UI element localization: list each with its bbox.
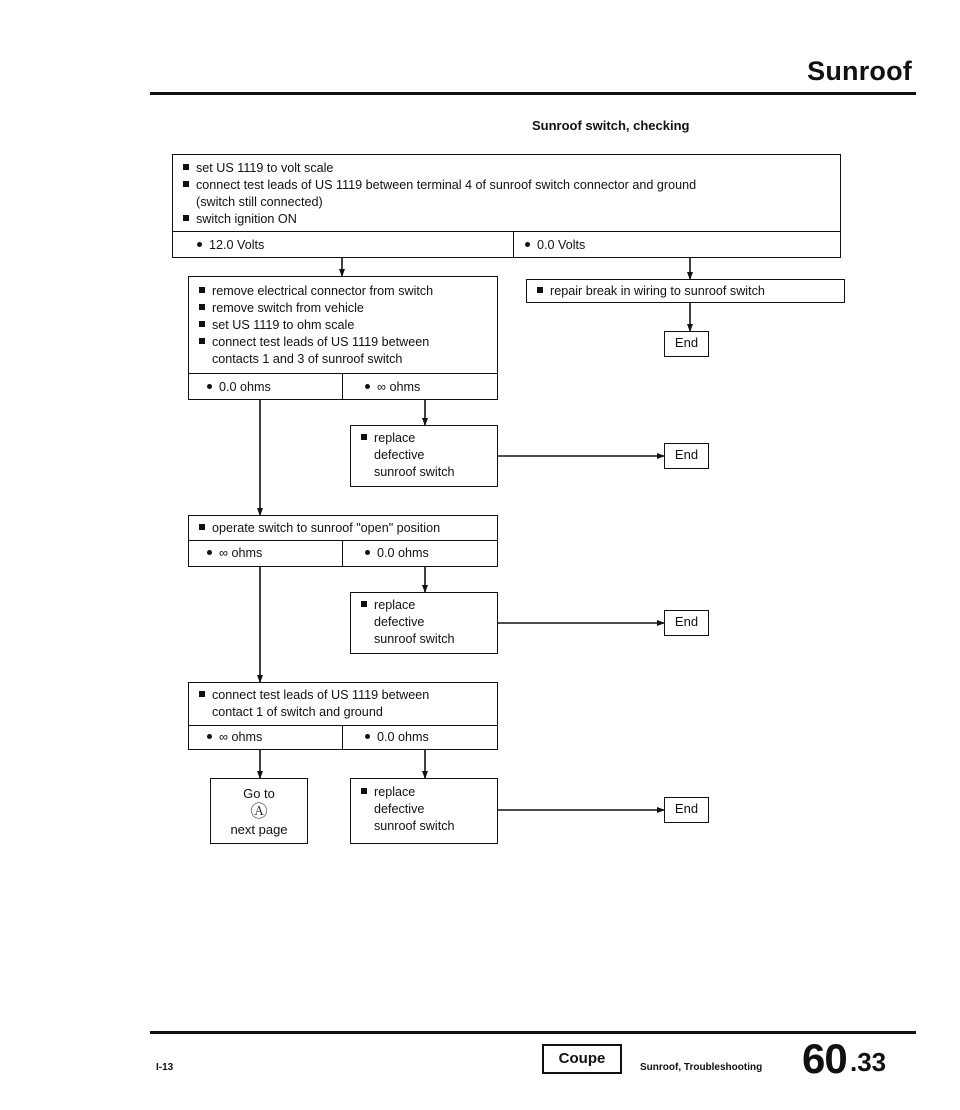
test-box-contact-1-ground: connect test leads of US 1119 between contact 1 of switch and ground ∞ ohms 0.0 ohms [188,682,498,750]
result-right: 0.0 ohms [365,546,429,560]
repair-wiring-box: repair break in wiring to sunroof switch [526,279,845,303]
result-left: ∞ ohms [207,730,262,744]
model-badge: Coupe [542,1044,622,1074]
step-line: remove switch from vehicle [199,300,491,317]
result-right: 0.0 Volts [525,238,585,252]
section-title: Sunroof [807,56,912,86]
step-line: contacts 1 and 3 of sunroof switch [212,352,403,366]
replace-switch-box: replace defective sunroof switch [350,778,498,844]
footer-rule [150,1031,916,1034]
end-box: End [664,610,709,636]
result-left: ∞ ohms [207,546,262,560]
step-line: switch ignition ON [183,211,834,228]
step-line: set US 1119 to volt scale [183,160,834,177]
step-line: connect test leads of US 1119 between [199,334,491,351]
page-number: 60 [802,1035,847,1082]
test-box-open-position: operate switch to sunroof "open" position ∞ ohms 0.0 ohms [188,515,498,567]
end-box: End [664,331,709,357]
footer-subtitle: Sunroof, Troubleshooting [640,1062,763,1073]
result-right: 0.0 ohms [365,730,429,744]
end-box: End [664,443,709,469]
result-left: 12.0 Volts [197,238,264,252]
goto-next-page-box: Go to Ⓐ next page [210,778,308,844]
result-right: ∞ ohms [365,380,420,394]
result-left: 0.0 ohms [207,380,271,394]
page-subtitle: Sunroof switch, checking [532,118,690,133]
replace-switch-box: replace defective sunroof switch [350,592,498,654]
step-line: remove electrical connector from switch [199,283,491,300]
step-line: connect test leads of US 1119 between terminal 4 of sunroof switch connector and ground [183,177,834,194]
page-number-sub: .33 [850,1047,887,1077]
end-box: End [664,797,709,823]
step-line: set US 1119 to ohm scale [199,317,491,334]
replace-switch-box: replace defective sunroof switch [350,425,498,487]
page-code: I-13 [156,1062,174,1073]
step-line: (switch still connected) [196,195,323,209]
circled-a-icon: Ⓐ [250,802,268,821]
